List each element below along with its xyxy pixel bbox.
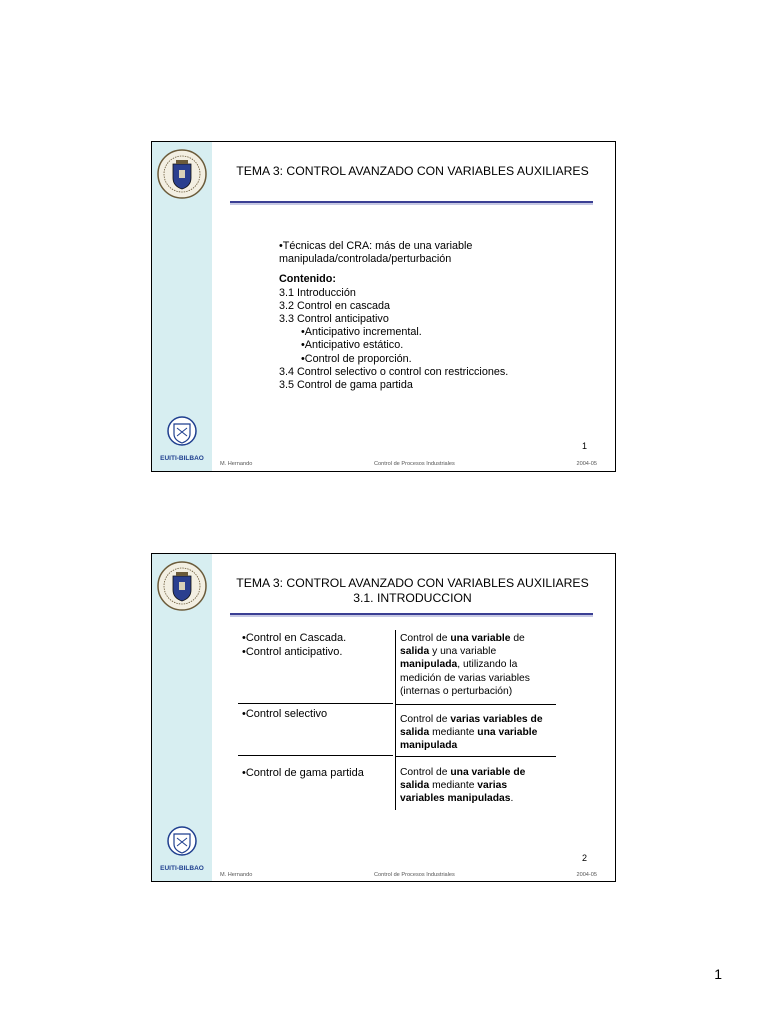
emphasis-text: una variable [450, 633, 511, 644]
slide-title: TEMA 3: CONTROL AVANZADO CON VARIABLES AUXILIARES [236, 164, 589, 178]
footer-author: M. Hernando [220, 872, 253, 878]
slide-footer [220, 872, 597, 878]
slide-sidebar [152, 554, 212, 881]
emphasis-text: varias variables manipuladas [400, 780, 511, 805]
contents-item: 3.1 Introducción [279, 286, 356, 299]
footer-course: Control de Procesos Industriales [373, 461, 455, 467]
euiti-bilbao-logo-icon [157, 824, 207, 870]
description-text: Control de [400, 633, 451, 644]
university-seal-icon [156, 148, 208, 200]
emphasis-text: varias variables de salida [400, 714, 543, 739]
slide-subtitle: 3.1. INTRODUCCION [353, 591, 472, 605]
description-text: Control de [400, 714, 451, 725]
contents-item: 3.2 Control en cascada [279, 299, 391, 312]
title-rule [230, 201, 593, 205]
table-divider-horizontal [238, 703, 393, 704]
emphasis-text: una variable de salida [400, 767, 526, 792]
footer-author: M. Hernando [220, 461, 253, 467]
emphasis-text: una variable manipulada [400, 727, 538, 752]
description-text: mediante [429, 727, 478, 739]
footer-year: 2004-05 [576, 461, 597, 467]
table-divider-horizontal [238, 755, 393, 756]
table-divider-vertical [395, 630, 396, 810]
slide-footer [220, 461, 597, 467]
title-rule [230, 613, 593, 617]
footer-course: Control de Procesos Industriales [373, 872, 455, 878]
university-seal-icon [156, 560, 208, 612]
description-text: , utilizando la medición de varias variables (internas o perturbación) [400, 659, 530, 697]
contenido-heading: Contenido: [279, 273, 336, 286]
emphasis-text: manipulada [400, 659, 458, 671]
euiti-bilbao-logo-icon [157, 414, 207, 460]
table-row-label [242, 632, 346, 659]
emphasis-text: salida [400, 646, 430, 658]
contents-item: 3.4 Control selectivo o control con restricciones. [279, 365, 509, 378]
contents-item: •Control de proporción. [301, 352, 412, 365]
description-text: mediante [429, 780, 478, 792]
table-divider-horizontal [396, 704, 556, 705]
table-row-description [400, 713, 550, 753]
row-label-line: •Control en Cascada. [242, 632, 347, 644]
contents-item: •Anticipativo estático. [301, 339, 404, 352]
slide-1 [151, 141, 616, 472]
description-text: y una variable [429, 646, 497, 658]
description-text: . [510, 793, 514, 805]
table-row-description [400, 632, 550, 698]
slide-page-number: 1 [581, 441, 587, 451]
contents-item: 3.5 Control de gama partida [279, 379, 413, 392]
slide-title: TEMA 3: CONTROL AVANZADO CON VARIABLES AUXILIARES [236, 576, 589, 590]
table-row-label: •Control selectivo [242, 708, 328, 720]
table-row-description [400, 766, 550, 806]
logo-text: EUITI-BILBAO [160, 455, 204, 462]
contents-item: •Anticipativo incremental. [301, 326, 422, 339]
table-row-label: •Control de gama partida [242, 767, 364, 779]
slide-sidebar [152, 142, 212, 471]
slide-page-number: 2 [581, 853, 587, 863]
document-page-number: 1 [714, 966, 722, 982]
description-text: Control de [400, 767, 451, 778]
contents-item: 3.3 Control anticipativo [279, 313, 389, 326]
row-label-line: •Control anticipativo. [242, 645, 343, 658]
slide-2 [151, 553, 616, 882]
contents-list [279, 287, 508, 393]
intro-bullet: •Técnicas del CRA: más de una variable manipulada/controlada/perturbación [279, 240, 473, 266]
logo-text: EUITI-BILBAO [160, 865, 204, 872]
footer-year: 2004-05 [576, 872, 597, 878]
table-divider-horizontal [396, 756, 556, 757]
description-text: de [510, 633, 525, 644]
slide-body [279, 240, 508, 392]
